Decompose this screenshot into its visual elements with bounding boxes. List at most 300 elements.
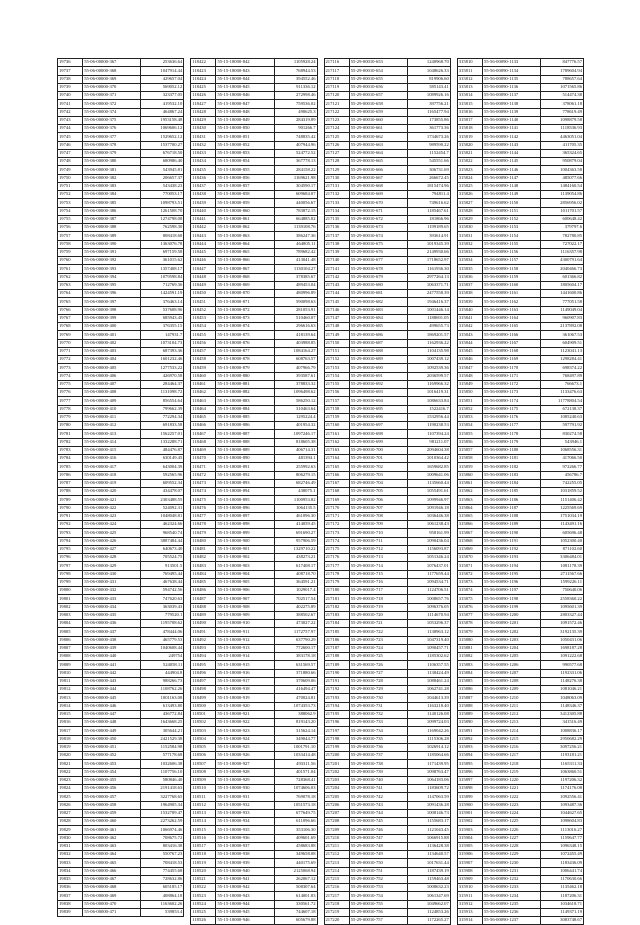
table-row xyxy=(58,331,184,339)
record-id-cell: 19830 xyxy=(58,834,83,842)
record-id-cell: 315903 xyxy=(457,826,482,834)
table-row xyxy=(191,587,317,595)
table-row xyxy=(191,537,317,545)
account-code-cell: 55-06-00000-398 xyxy=(83,306,141,314)
account-code-cell: 55-06-00000-420 xyxy=(83,488,141,496)
table-row xyxy=(191,100,317,108)
table-row xyxy=(457,83,583,91)
amount-cell: 1277533.22 xyxy=(141,364,184,372)
table-row xyxy=(457,232,583,240)
account-code-cell: 55-06-00000-376 xyxy=(83,125,141,133)
account-code-cell: 55-56-00090-1176 xyxy=(482,413,540,421)
amount-cell: 379797.6 xyxy=(541,224,584,232)
table-row xyxy=(191,108,317,116)
table-row xyxy=(324,917,450,925)
amount-cell: 1053296.37 xyxy=(407,620,450,628)
record-id-cell: 315821 xyxy=(457,149,482,157)
table-row xyxy=(457,273,583,281)
record-id-cell: 217148 xyxy=(324,323,349,331)
amount-cell: 407966.79 xyxy=(274,364,317,372)
amount-cell: 1019345.39 xyxy=(407,240,450,248)
table-row xyxy=(58,677,184,685)
account-code-cell: 55-06-00000-467 xyxy=(83,875,141,883)
account-code-cell: 55-56-00090-1201 xyxy=(482,620,540,628)
record-id-cell: 19837 xyxy=(58,892,83,900)
record-id-cell: 217127 xyxy=(324,149,349,157)
account-code-cell: 55-29-00010-730 xyxy=(349,694,407,702)
amount-cell: 2711567.66 xyxy=(541,570,584,578)
amount-cell: 643004.39 xyxy=(141,463,184,471)
record-id-cell: 217134 xyxy=(324,207,349,215)
record-id-cell: 118485 xyxy=(191,578,216,586)
table-row xyxy=(324,743,450,751)
record-id-cell: 217167 xyxy=(324,479,349,487)
amount-cell: 461096.30 xyxy=(274,512,317,520)
table-row xyxy=(191,512,317,520)
table-row xyxy=(58,67,184,75)
record-id-cell: 217174 xyxy=(324,537,349,545)
record-id-cell: 19815 xyxy=(58,710,83,718)
amount-cell: 1062741.28 xyxy=(407,686,450,694)
account-code-cell: 55-56-00090-1190 xyxy=(482,529,540,537)
amount-cell: 1088461.24 xyxy=(407,677,450,685)
record-id-cell: 19788 xyxy=(58,488,83,496)
amount-cell: 744607.18 xyxy=(274,908,317,916)
table-row xyxy=(324,83,450,91)
table-row xyxy=(58,314,184,322)
table-row xyxy=(58,669,184,677)
record-id-cell: 217217 xyxy=(324,892,349,900)
table-row xyxy=(58,785,184,793)
record-id-cell: 315830 xyxy=(457,224,482,232)
amount-cell: 480996.89 xyxy=(274,290,317,298)
table-row xyxy=(457,405,583,413)
record-id-cell: 19770 xyxy=(58,339,83,347)
table-row xyxy=(324,488,450,496)
amount-cell: 173855.86 xyxy=(407,116,450,124)
table-row xyxy=(58,438,184,446)
record-id-cell: 19834 xyxy=(58,867,83,875)
amount-cell: 911336.12 xyxy=(274,83,317,91)
record-id-cell: 315913 xyxy=(457,908,482,916)
table-row xyxy=(324,603,450,611)
table-row xyxy=(457,892,583,900)
account-code-cell: 55-29-00010-667 xyxy=(349,174,407,182)
table-row xyxy=(58,224,184,232)
record-id-cell: 315811 xyxy=(457,67,482,75)
amount-cell: 255992.63 xyxy=(274,463,317,471)
table-row xyxy=(324,892,450,900)
account-code-cell: 55-29-00010-722 xyxy=(349,628,407,636)
amount-cell: 637790.29 xyxy=(274,636,317,644)
record-id-cell: 315831 xyxy=(457,232,482,240)
record-id-cell: 315892 xyxy=(457,735,482,743)
table-row xyxy=(191,669,317,677)
record-id-cell: 118480 xyxy=(191,537,216,545)
amount-cell: 1140126.08 xyxy=(407,710,450,718)
record-id-cell: 217200 xyxy=(324,752,349,760)
table-row xyxy=(58,595,184,603)
table-row xyxy=(191,892,317,900)
account-code-cell: 55-29-00010-736 xyxy=(349,743,407,751)
account-code-cell: 55-06-00000-384 xyxy=(83,191,141,199)
table-row xyxy=(457,182,583,190)
table-row xyxy=(58,826,184,834)
record-id-cell: 315824 xyxy=(457,174,482,182)
table-row xyxy=(191,397,317,405)
record-id-cell: 118493 xyxy=(191,644,216,652)
amount-cell: 803416.38 xyxy=(141,842,184,850)
account-code-cell: 55-06-00000-375 xyxy=(83,116,141,124)
record-id-cell: 19742 xyxy=(58,108,83,116)
amount-cell: 1529652.12 xyxy=(141,133,184,141)
amount-cell: 687393.36 xyxy=(141,347,184,355)
table-row xyxy=(58,752,184,760)
record-id-cell: 19819 xyxy=(58,743,83,751)
account-code-cell: 55-56-00090-1177 xyxy=(482,422,540,430)
table-row xyxy=(58,100,184,108)
table-row xyxy=(457,339,583,347)
account-code-cell: 55-56-00090-1138 xyxy=(482,100,540,108)
table-row xyxy=(191,248,317,256)
record-id-cell: 217215 xyxy=(324,875,349,883)
table-row xyxy=(191,314,317,322)
record-id-cell: 217183 xyxy=(324,611,349,619)
amount-cell: 1190238.53 xyxy=(407,422,450,430)
account-code-cell: 55-06-00000-388 xyxy=(83,224,141,232)
table-row xyxy=(191,240,317,248)
table-row xyxy=(324,834,450,842)
table-row xyxy=(58,488,184,496)
account-code-cell: 55-06-00000-378 xyxy=(83,141,141,149)
account-code-cell: 55-15-18000-859 xyxy=(216,199,274,207)
table-row xyxy=(324,116,450,124)
record-id-cell: 19805 xyxy=(58,628,83,636)
account-code-cell: 55-56-00090-1146 xyxy=(482,166,540,174)
record-id-cell: 19764 xyxy=(58,290,83,298)
account-code-cell: 55-15-18000-843 xyxy=(216,67,274,75)
table-row xyxy=(191,826,317,834)
account-code-cell: 55-06-00000-439 xyxy=(83,644,141,652)
amount-cell: 1093487.36 xyxy=(541,801,584,809)
table-row xyxy=(58,347,184,355)
record-id-cell: 315829 xyxy=(457,215,482,223)
table-row xyxy=(324,768,450,776)
record-id-cell: 19803 xyxy=(58,611,83,619)
record-id-cell: 19801 xyxy=(58,595,83,603)
table-row xyxy=(457,100,583,108)
amount-cell: 4463051.04 xyxy=(541,133,584,141)
record-id-cell: 19827 xyxy=(58,809,83,817)
table-row xyxy=(191,158,317,166)
amount-cell: 698374.22 xyxy=(541,364,584,372)
amount-cell: 1188691.05 xyxy=(407,314,450,322)
amount-cell: 1601232.46 xyxy=(141,356,184,364)
account-code-cell: 55-56-00090-1229 xyxy=(482,851,540,859)
account-code-cell: 55-15-18000-934 xyxy=(216,818,274,826)
table-row xyxy=(324,281,450,289)
account-code-cell: 55-06-00000-372 xyxy=(83,100,141,108)
record-id-cell: 315912 xyxy=(457,900,482,908)
record-id-cell: 118477 xyxy=(191,512,216,520)
table-row xyxy=(457,290,583,298)
account-code-cell: 55-15-18000-871 xyxy=(216,298,274,306)
account-code-cell: 55-29-00010-673 xyxy=(349,224,407,232)
amount-cell: 577178.68 xyxy=(141,752,184,760)
amount-cell: 393614.91 xyxy=(407,232,450,240)
amount-cell: 253636.64 xyxy=(141,59,184,67)
amount-cell: 830274.58 xyxy=(541,430,584,438)
table-row xyxy=(58,892,184,900)
record-id-cell: 19826 xyxy=(58,801,83,809)
amount-cell: 749616.62 xyxy=(407,199,450,207)
table-row xyxy=(324,611,450,619)
record-id-cell: 217161 xyxy=(324,430,349,438)
account-code-cell: 55-56-00090-1160 xyxy=(482,281,540,289)
record-id-cell: 315847 xyxy=(457,364,482,372)
account-code-cell: 55-15-18000-921 xyxy=(216,710,274,718)
account-code-cell: 55-15-18000-940 xyxy=(216,867,274,875)
table-row xyxy=(457,455,583,463)
account-code-cell: 55-06-00000-418 xyxy=(83,471,141,479)
account-code-cell: 55-56-00090-1221 xyxy=(482,785,540,793)
record-id-cell: 19836 xyxy=(58,884,83,892)
account-code-cell: 55-06-00000-419 xyxy=(83,479,141,487)
table-row xyxy=(58,323,184,331)
table-row xyxy=(191,224,317,232)
account-code-cell: 55-56-00090-1166 xyxy=(482,331,540,339)
table-row xyxy=(58,380,184,388)
account-code-cell: 55-56-00090-1232 xyxy=(482,875,540,883)
record-id-cell: 118525 xyxy=(191,908,216,916)
record-id-cell: 118471 xyxy=(191,463,216,471)
table-row xyxy=(191,182,317,190)
account-code-cell: 55-15-18000-941 xyxy=(216,875,274,883)
record-id-cell: 19817 xyxy=(58,727,83,735)
record-id-cell: 217135 xyxy=(324,215,349,223)
amount-cell: 1061347.69 xyxy=(407,892,450,900)
table-row xyxy=(457,389,583,397)
account-code-cell: 55-15-18000-847 xyxy=(216,100,274,108)
table-row xyxy=(457,537,583,545)
account-code-cell: 55-15-18000-914 xyxy=(216,653,274,661)
amount-cell: 613493.80 xyxy=(141,702,184,710)
record-id-cell: 315902 xyxy=(457,818,482,826)
record-id-cell: 118517 xyxy=(191,842,216,850)
account-code-cell: 55-15-18000-909 xyxy=(216,611,274,619)
amount-cell: 1081178.39 xyxy=(541,562,584,570)
account-code-cell: 55-29-00010-694 xyxy=(349,397,407,405)
account-code-cell: 55-29-00010-700 xyxy=(349,446,407,454)
table-row xyxy=(457,818,583,826)
amount-cell: 608763.57 xyxy=(274,356,317,364)
table-row xyxy=(457,356,583,364)
amount-cell: 770053.17 xyxy=(141,191,184,199)
account-code-cell: 55-56-00090-1173 xyxy=(482,389,540,397)
table-row xyxy=(324,298,450,306)
record-id-cell: 217125 xyxy=(324,133,349,141)
table-row xyxy=(58,133,184,141)
amount-cell: 2149930.66 xyxy=(407,248,450,256)
amount-cell: 2421529.38 xyxy=(141,735,184,743)
account-code-cell: 55-15-18000-867 xyxy=(216,265,274,273)
account-code-cell: 55-15-18000-904 xyxy=(216,570,274,578)
table-row xyxy=(58,562,184,570)
table-row xyxy=(324,257,450,265)
record-id-cell: 315858 xyxy=(457,455,482,463)
table-row xyxy=(457,108,583,116)
table-row xyxy=(457,215,583,223)
table-row xyxy=(457,380,583,388)
record-id-cell: 118443 xyxy=(191,232,216,240)
record-id-cell: 19766 xyxy=(58,306,83,314)
record-id-cell: 118499 xyxy=(191,694,216,702)
record-id-cell: 217150 xyxy=(324,339,349,347)
record-id-cell: 19769 xyxy=(58,331,83,339)
amount-cell: 1151406.42 xyxy=(541,496,584,504)
record-id-cell: 217210 xyxy=(324,834,349,842)
amount-cell: 1147063.59 xyxy=(407,793,450,801)
record-id-cell: 217212 xyxy=(324,851,349,859)
account-code-cell: 55-15-18000-928 xyxy=(216,768,274,776)
table-row xyxy=(457,347,583,355)
amount-cell: 394552.46 xyxy=(274,75,317,83)
amount-cell: 296616.63 xyxy=(274,323,317,331)
record-id-cell: 118434 xyxy=(191,158,216,166)
table-row xyxy=(58,570,184,578)
account-code-cell: 55-06-00000-395 xyxy=(83,281,141,289)
table-row xyxy=(457,653,583,661)
record-id-cell: 19755 xyxy=(58,215,83,223)
table-row xyxy=(457,430,583,438)
account-code-cell: 55-15-18000-872 xyxy=(216,306,274,314)
table-row xyxy=(191,364,317,372)
account-code-cell: 55-56-00090-1133 xyxy=(482,59,540,67)
account-code-cell: 55-15-18000-874 xyxy=(216,323,274,331)
amount-cell: 611096.66 xyxy=(274,818,317,826)
table-row xyxy=(191,422,317,430)
table-row xyxy=(58,257,184,265)
amount-cell: 1050431.06 xyxy=(541,636,584,644)
record-id-cell: 118438 xyxy=(191,191,216,199)
record-id-cell: 118436 xyxy=(191,174,216,182)
record-id-cell: 19754 xyxy=(58,207,83,215)
record-id-cell: 315872 xyxy=(457,570,482,578)
amount-cell: 768497.89 xyxy=(541,372,584,380)
record-id-cell: 19814 xyxy=(58,702,83,710)
amount-cell: 1199189.65 xyxy=(407,224,450,232)
table-row xyxy=(191,141,317,149)
account-code-cell: 55-29-00010-689 xyxy=(349,356,407,364)
amount-cell: 281053.91 xyxy=(274,306,317,314)
amount-cell: 1098879.58 xyxy=(541,116,584,124)
table-row xyxy=(324,512,450,520)
record-id-cell: 118463 xyxy=(191,397,216,405)
record-id-cell: 19758 xyxy=(58,240,83,248)
amount-cell: 1177659.44 xyxy=(407,570,450,578)
table-row xyxy=(324,191,450,199)
amount-cell: 794811.4 xyxy=(407,191,450,199)
account-code-cell: 55-56-00090-1163 xyxy=(482,306,540,314)
table-row xyxy=(191,430,317,438)
record-id-cell: 19757 xyxy=(58,232,83,240)
table-row xyxy=(58,215,184,223)
account-code-cell: 55-15-18000-919 xyxy=(216,694,274,702)
record-id-cell: 19833 xyxy=(58,859,83,867)
amount-cell: 748835.42 xyxy=(274,133,317,141)
amount-cell: 2094604.38 xyxy=(407,446,450,454)
table-row xyxy=(324,842,450,850)
account-code-cell: 55-06-00000-463 xyxy=(83,842,141,850)
record-id-cell: 19767 xyxy=(58,314,83,322)
record-id-cell: 118457 xyxy=(191,347,216,355)
account-code-cell: 55-15-18000-866 xyxy=(216,257,274,265)
amount-cell: 1155683.17 xyxy=(407,818,450,826)
account-code-cell: 55-06-00000-394 xyxy=(83,273,141,281)
table-row xyxy=(58,884,184,892)
amount-cell: 1441600.86 xyxy=(541,290,584,298)
table-row xyxy=(191,389,317,397)
table-row xyxy=(191,562,317,570)
record-id-cell: 118448 xyxy=(191,273,216,281)
table-row xyxy=(457,884,583,892)
record-id-cell: 19776 xyxy=(58,389,83,397)
record-id-cell: 315820 xyxy=(457,141,482,149)
table-row xyxy=(324,587,450,595)
table-row xyxy=(457,834,583,842)
table-row xyxy=(58,867,184,875)
table-row xyxy=(324,562,450,570)
record-id-cell: 217131 xyxy=(324,182,349,190)
record-id-cell: 118437 xyxy=(191,182,216,190)
table-row xyxy=(191,521,317,529)
record-id-cell: 315818 xyxy=(457,125,482,133)
table-row xyxy=(191,347,317,355)
account-code-cell: 55-06-00000-452 xyxy=(83,752,141,760)
amount-cell: 1052300.40 xyxy=(541,537,584,545)
account-code-cell: 55-56-00090-1170 xyxy=(482,364,540,372)
record-id-cell: 19785 xyxy=(58,463,83,471)
record-id-cell: 118501 xyxy=(191,710,216,718)
account-code-cell: 55-06-00000-440 xyxy=(83,653,141,661)
account-code-cell: 55-06-00000-410 xyxy=(83,405,141,413)
record-id-cell: 19797 xyxy=(58,562,83,570)
table-row xyxy=(58,719,184,727)
record-id-cell: 118439 xyxy=(191,199,216,207)
table-row xyxy=(191,290,317,298)
amount-cell: 1143491.16 xyxy=(541,521,584,529)
record-id-cell: 315845 xyxy=(457,347,482,355)
account-code-cell: 55-29-00010-705 xyxy=(349,488,407,496)
record-id-cell: 118440 xyxy=(191,207,216,215)
amount-cell: 597791.92 xyxy=(541,422,584,430)
record-id-cell: 118453 xyxy=(191,314,216,322)
record-id-cell: 19800 xyxy=(58,587,83,595)
amount-cell: 490625.3 xyxy=(274,108,317,116)
amount-cell: 386247.36 xyxy=(274,232,317,240)
amount-cell: 543945.81 xyxy=(141,166,184,174)
amount-cell: 1123041.13 xyxy=(541,347,584,355)
table-row xyxy=(191,785,317,793)
table-row xyxy=(58,545,184,553)
amount-cell: 3097256.21 xyxy=(541,743,584,751)
record-id-cell: 19739 xyxy=(58,83,83,91)
table-row xyxy=(191,735,317,743)
table-row xyxy=(58,521,184,529)
record-id-cell: 118435 xyxy=(191,166,216,174)
record-id-cell: 118451 xyxy=(191,298,216,306)
record-id-cell: 19809 xyxy=(58,661,83,669)
